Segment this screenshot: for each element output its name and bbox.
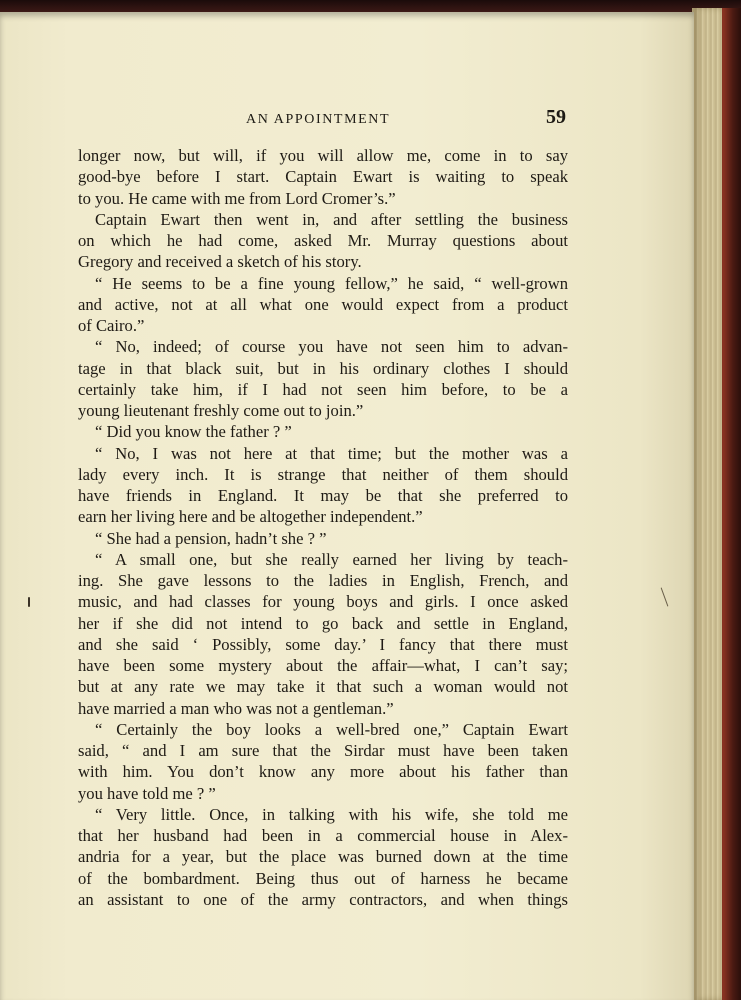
text-line: have friends in England. It may be that she preferred to — [78, 486, 568, 505]
text-line: of Cairo.” — [78, 316, 145, 335]
text-line: earn her living here and be altogether independent.” — [78, 507, 423, 527]
text-line: “ He seems to be a fine young fellow,” he said, “ well-grown — [95, 273, 568, 293]
text-line: “ A small one, but she really earned her living by teach- — [95, 549, 568, 569]
page-edges — [692, 8, 722, 1000]
text-line: “ Certainly the boy looks a well-bred one,” Captain Ewart — [95, 719, 568, 739]
text-line: tage in that black suit, but in his ordinary clothes I should — [78, 358, 568, 378]
text-line: andria for a year, but the place was burned down at the time — [78, 847, 568, 867]
text-line: good-bye before I start. Captain Ewart is waiting to speak — [78, 167, 568, 187]
text-line: her if she did not intend to go back and settle in England, — [78, 613, 568, 633]
text-line: music, and had classes for young boys and girls. I once asked — [78, 592, 568, 612]
text-line: Captain Ewart then went in, and after settling the business — [95, 209, 568, 229]
page-header — [78, 100, 568, 140]
text-line: longer now, but will, if you will allow me, come in to say — [78, 146, 568, 165]
text-line: of the bombardment. Being thus out of harness he became — [78, 868, 568, 888]
text-line: lady every inch. It is strange that neither of them should — [78, 464, 568, 484]
text-line: to you. He came with me from Lord Cromer’s.” — [78, 188, 396, 208]
page-number: 59 — [546, 106, 566, 128]
text-line: have married a man who was not a gentleman.” — [78, 698, 394, 718]
text-line: you have told me ? ” — [78, 783, 216, 803]
text-line: “ No, indeed; of course you have not seen him to advan- — [95, 337, 568, 357]
text-line: on which he had come, asked Mr. Murray questions about — [78, 231, 568, 250]
text-line: an assistant to one of the army contractors, and when things — [78, 889, 568, 909]
text-line: have been some mystery about the affair—what, I can’t say; — [78, 656, 568, 675]
text-line: and she said ‘ Possibly, some day.’ I fancy that there must — [78, 634, 568, 654]
margin-mark-left — [28, 597, 30, 607]
text-line: that her husband had been in a commercial house in Alex- — [78, 826, 568, 845]
text-line: young lieutenant freshly come out to join.” — [78, 401, 364, 420]
text-line: Gregory and received a sketch of his story. — [78, 252, 362, 272]
text-line: “ She had a pension, hadn’t she ? ” — [95, 528, 327, 548]
text-line: said, “ and I am sure that the Sirdar must have been taken — [78, 741, 568, 760]
text-line: “ Very little. Once, in talking with his wife, she told me — [95, 804, 568, 824]
text-line: with him. You don’t know any more about his father than — [78, 762, 568, 782]
text-line: ing. She gave lessons to the ladies in English, French, and — [78, 571, 568, 590]
text-line: “ Did you know the father ? ” — [95, 422, 292, 442]
body-text — [78, 145, 568, 910]
text-line: certainly take him, if I had not seen him before, to be a — [78, 379, 568, 399]
text-line: and active, not at all what one would expect from a product — [78, 294, 568, 314]
running-head: AN APPOINTMENT — [246, 112, 391, 127]
text-line: but at any rate we may take it that such a woman would not — [78, 677, 568, 697]
text-line: “ No, I was not here at that time; but the mother was a — [95, 443, 568, 463]
